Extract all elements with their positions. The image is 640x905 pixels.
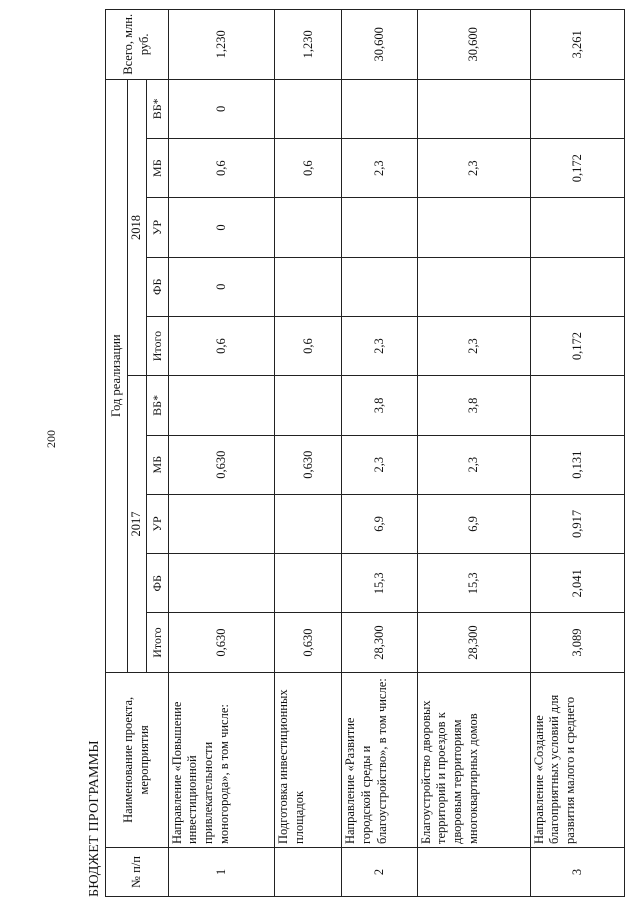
header-period: Год реализации	[106, 79, 128, 672]
col-header-ur: УР	[146, 494, 168, 553]
row-total: 1,230	[168, 10, 275, 80]
value-2018	[342, 257, 417, 316]
row-name: Направление «Повышение инвестиционной привлекательности моногорода», в том числе:	[168, 672, 275, 847]
row-number	[417, 848, 530, 897]
col-header-vb: ВБ*	[146, 376, 168, 435]
value-2017: 0,630	[275, 435, 342, 494]
header-total: Всего, млн. руб.	[106, 10, 169, 80]
row-name: Направление «Развитие городской среды и благоустройство», в том числе:	[342, 672, 417, 847]
value-2017: 0,917	[530, 494, 624, 553]
table-row	[342, 10, 417, 897]
value-2018: 0,172	[530, 139, 624, 198]
value-2018: 2,3	[417, 316, 530, 375]
col-header-ur: УР	[146, 198, 168, 257]
value-2018	[417, 79, 530, 138]
value-2018: 0,6	[168, 316, 275, 375]
col-header-fb: ФБ	[146, 554, 168, 613]
value-2017	[168, 554, 275, 613]
value-2017: 3,8	[342, 376, 417, 435]
value-2018: 0	[168, 198, 275, 257]
row-number	[275, 848, 342, 897]
header-year-2018: 2018	[128, 79, 147, 376]
value-2018: 0,172	[530, 316, 624, 375]
value-2018	[530, 257, 624, 316]
value-2018	[275, 198, 342, 257]
col-header-itogo: Итого	[146, 613, 168, 672]
value-2017: 6,9	[417, 494, 530, 553]
value-2018: 0,6	[168, 139, 275, 198]
value-2017: 0,630	[168, 435, 275, 494]
value-2017: 0,630	[275, 613, 342, 672]
col-header-vb: ВБ*	[146, 79, 168, 138]
col-header-fb: ФБ	[146, 257, 168, 316]
value-2018: 0,6	[275, 316, 342, 375]
row-name: Направление «Создание благоприятных условий для развития малого и среднего	[530, 672, 624, 847]
value-2018: 0,6	[275, 139, 342, 198]
page-number: 200	[44, 430, 58, 448]
value-2017: 28,300	[417, 613, 530, 672]
header-year-2017: 2017	[128, 376, 147, 672]
value-2017	[168, 376, 275, 435]
table-row	[168, 10, 275, 897]
value-2017: 2,041	[530, 554, 624, 613]
value-2018	[417, 198, 530, 257]
document-title: БЮДЖЕТ ПРОГРАММЫ	[87, 740, 102, 897]
value-2018: 2,3	[417, 139, 530, 198]
value-2018: 0	[168, 79, 275, 138]
value-2017	[168, 494, 275, 553]
value-2017: 28,300	[342, 613, 417, 672]
value-2017	[275, 554, 342, 613]
value-2017: 2,3	[342, 435, 417, 494]
value-2017: 3,8	[417, 376, 530, 435]
value-2017: 15,3	[417, 554, 530, 613]
row-name: Подготовка инвестиционных площадок	[275, 672, 342, 847]
value-2017: 0,630	[168, 613, 275, 672]
row-total: 30,600	[342, 10, 417, 80]
value-2018	[342, 198, 417, 257]
row-total: 3,261	[530, 10, 624, 80]
header-name: Наименование проекта, мероприятия	[106, 672, 169, 847]
value-2018	[530, 198, 624, 257]
value-2018	[417, 257, 530, 316]
row-number: 3	[530, 848, 624, 897]
value-2018	[275, 257, 342, 316]
value-2017	[530, 376, 624, 435]
col-header-itogo: Итого	[146, 316, 168, 375]
table-row	[530, 10, 624, 897]
budget-table	[105, 9, 625, 897]
row-total: 30,600	[417, 10, 530, 80]
row-number: 2	[342, 848, 417, 897]
row-number: 1	[168, 848, 275, 897]
row-name: Благоустройство дворовых территорий и проездов к дворовым территориям многоквартирных домов	[417, 672, 530, 847]
table-row	[417, 10, 530, 897]
value-2018: 0	[168, 257, 275, 316]
col-header-mb: МБ	[146, 435, 168, 494]
value-2017	[275, 376, 342, 435]
value-2018: 2,3	[342, 139, 417, 198]
table-row	[275, 10, 342, 897]
col-header-mb: МБ	[146, 139, 168, 198]
value-2017: 0,131	[530, 435, 624, 494]
header-num: № п/п	[106, 848, 169, 897]
value-2017: 15,3	[342, 554, 417, 613]
value-2017	[275, 494, 342, 553]
value-2018	[275, 79, 342, 138]
value-2017: 6,9	[342, 494, 417, 553]
value-2018	[530, 79, 624, 138]
value-2017: 2,3	[417, 435, 530, 494]
value-2018	[342, 79, 417, 138]
row-total: 1,230	[275, 10, 342, 80]
value-2018: 2,3	[342, 316, 417, 375]
value-2017: 3,089	[530, 613, 624, 672]
